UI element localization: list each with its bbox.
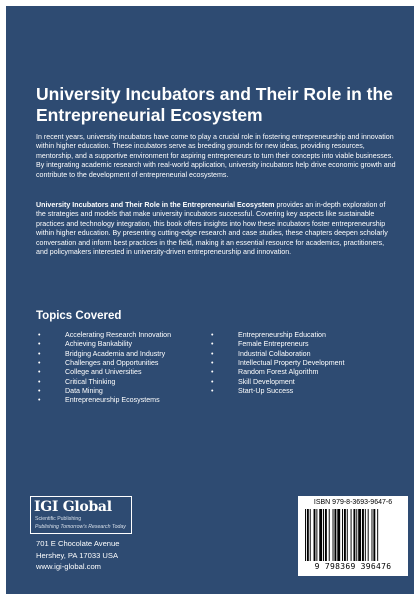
bullet-icon: • [38, 368, 41, 377]
topic-item: • Bridging Academia and Industry [38, 349, 166, 358]
topic-item: • Data Mining [38, 387, 103, 396]
back-cover [6, 6, 414, 594]
bullet-icon: • [211, 377, 214, 386]
publisher-logo-name: IGI Global [34, 499, 112, 515]
address-city: Hershey, PA 17033 USA [36, 550, 119, 560]
publisher-logo-tagline: Publishing Tomorrow's Research Today [35, 524, 126, 530]
title-line-1: University Incubators and Their Role in the [36, 84, 393, 104]
book-title [36, 84, 396, 126]
topics-list-right [211, 331, 391, 396]
topic-item: • College and Universities [38, 368, 142, 377]
bullet-icon: • [211, 368, 214, 377]
topic-item: • Accelerating Research Innovation [38, 331, 172, 339]
bullet-icon: • [38, 396, 41, 405]
topic-item: • Skill Development [211, 377, 295, 386]
bullet-icon: • [38, 331, 41, 339]
publisher-logo [30, 496, 132, 534]
barcode-bars-icon [305, 509, 401, 561]
bullet-icon: • [38, 349, 41, 358]
publisher-logo-subtitle: Scientific Publishing [35, 516, 82, 522]
topic-item: • Critical Thinking [38, 377, 116, 386]
topic-item: • Entrepreneurship Education [211, 331, 326, 339]
bullet-icon: • [38, 340, 41, 349]
description-paragraph-2-text: provides an in-depth exploration of the strategies and models that make university incubators successful. Covering key aspects like sustainable practices and technology integration, this book offers insights into how these incubators foster entrepreneurship within higher education. By presenting cutting-edge research and case studies, these chapters deepen scholarly conversation and inform best practices in the field, making it an essential resource for academics, practitioners, and policymakers interested in university-driven entrepreneurship and innovation. [36, 201, 388, 257]
topics-list-left [38, 331, 218, 406]
bullet-icon: • [211, 349, 214, 358]
topic-item: • Entrepreneurship Ecosystems [38, 396, 160, 405]
bullet-icon: • [211, 359, 214, 368]
bullet-icon: • [38, 377, 41, 386]
topic-item: • Challenges and Opportunities [38, 359, 159, 368]
publisher-address [36, 538, 119, 573]
isbn-label: ISBN 979-8-3693-9647-6 [313, 499, 393, 506]
address-street: 701 E Chocolate Avenue [36, 539, 120, 548]
topics-heading: Topics Covered [36, 310, 122, 322]
barcode-number: 9 798369 396476 [314, 562, 392, 571]
topic-item: • Start-Up Success [211, 387, 294, 396]
bullet-icon: • [211, 387, 214, 396]
isbn-barcode [298, 496, 408, 576]
bullet-icon: • [211, 331, 214, 339]
bullet-icon: • [38, 387, 41, 396]
topic-item: • Intellectual Property Development [211, 359, 345, 368]
book-title-inline: University Incubators and Their Role in the Entrepreneurial Ecosystem [36, 201, 275, 209]
description-paragraph-1: In recent years, university incubators have come to play a crucial role in fostering entrepreneurship and innovation within higher education. These incubators serve as breeding grounds for new ideas, providing resources, mentorship, and a supportive environment for aspiring entrepreneurs to turn their concepts into viable businesses. By integrating academic research with real-world application, university incubators help drive economic growth and contribute to the development of entrepreneurial ecosystems. [36, 133, 396, 179]
publisher-website: www.igi-global.com [36, 562, 101, 571]
topic-item: • Random Forest Algorithm [211, 368, 319, 377]
title-line-2: Entrepreneurial Ecosystem [36, 105, 263, 125]
topic-item: • Industrial Collaboration [211, 349, 311, 358]
bullet-icon: • [38, 359, 41, 368]
bullet-icon: • [211, 340, 214, 349]
topic-item: • Achieving Bankability [38, 340, 133, 349]
description-paragraph-2 [36, 201, 396, 257]
topic-item: • Female Entrepreneurs [211, 340, 309, 349]
